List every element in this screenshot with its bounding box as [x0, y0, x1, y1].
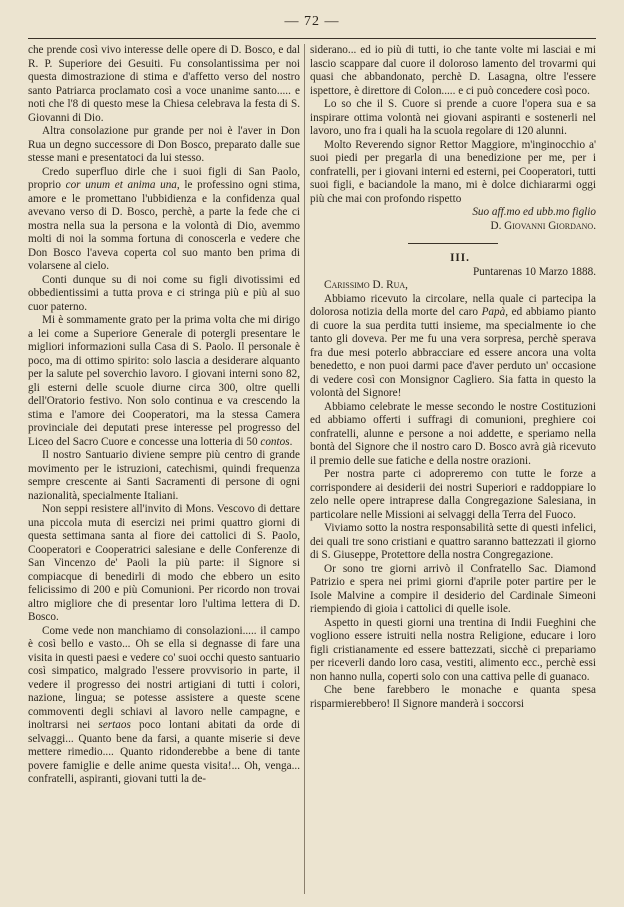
right-paragraph-1: siderano... ed io più di tutti, io che tante volte mi lasciai e mi lascio scappare dal cuore il doloroso lamento del trovarmi qui quasi che abbandonato, perchè D. Lasagna, oltre l'essere ispettore, è direttore di Colon..... e ci può concedere così poco.: [310, 44, 596, 97]
left-paragraph-3a: Credo superfluo dirle che i suoi figli di San Paolo, proprio: [28, 165, 300, 191]
section-number: III.: [450, 252, 470, 264]
left-paragraph-5-italic: contos: [260, 435, 290, 448]
page-number: — 72 —: [284, 14, 340, 29]
header-rule: [28, 38, 596, 39]
left-paragraph-8b: poco lontani abitati da orde di selvaggi... Quanto bene da farsi, a quante miserie si deve mettere rimedio.... Quanto ridonderebbe a bene di tante povere famiglie e delle anime questa visita!... Oh, venga... confratelli, aspiranti, giovani tutti la de-: [28, 719, 300, 785]
letter-salutation: Carissimo D. Rua,: [324, 279, 408, 291]
left-paragraph-5a: Mi è sommamente grato per la prima volta che mi dirigo a lei come a Superiore Generale di potergli presentare le migliori informazioni sulla Casa di S. Paolo. Il personale è poco, ma di ottimo spirito: solo lascia a desiderare alquanto per la salute pel soverchio lavoro. I giovani interni sono 82, gli esterni delle scuole diurne circa 300, oltre quelli dell'Oratorio festivo. Non solo continua e va crescendo la stima e l'amore dei Cooperatori, ma la stessa Camera provinciale dei deputati prese interesse pel progresso del Liceo del Sacro Cuore e concesse una lotteria di 50: [28, 314, 300, 448]
letter-place-date: Puntarenas 10 Marzo 1888.: [472, 265, 596, 278]
left-column: [28, 44, 300, 894]
left-paragraph-8a: Come vede non manchiamo di consolazioni..... il campo è così bello e vasto... Oh se ella si degnasse di fare una visita in questi paesi e vedere co' suoi occhi questo santuario così simpatico, malgrado l'essere provvisorio in parte, il vedere il progresso dei nostri artigiani di tutti i colori, nazione, lingua; se potesse assistere a queste scene commoventi degli schiavi al lavoro nelle campagne, e inoltrarsi nei: [28, 624, 300, 731]
left-paragraph-4: Conti dunque su di noi come su figli divotissimi ed obbedientissimi a tutta prova e ci stringa più e più al suo cuor paterno.: [28, 273, 300, 313]
right-paragraph-4b: , ed abbiamo pianto di cuore la sua perdita tutti insieme, ma specialmente io che tanto gli doveva. Per me fu una vera sorpresa, perchè sperava fra due mesi poterlo abbracciare ed essere ancora una volta benedetto, e non puoi darmi pace d'aver perduto un' occasione di vedere così con Monsignor Cagliero. Sia fatta in questo la volontà del Signore!: [310, 306, 596, 399]
right-paragraph-10: Che bene farebbero le monache e quanta spesa risparmierebbero! Il Signore manderà i soccorsi: [310, 684, 596, 710]
right-paragraph-3: Molto Reverendo signor Rettor Maggiore, m'inginocchio a' suoi piedi per pregarla di una benedizione per me, per i confratelli, per i giovani interni ed esterni, pei Cooperatori, tutti suoi figli, e baciandole la mano, mi è dolce dichiararmi oggi più che mai con profondo rispetto: [310, 138, 596, 205]
right-paragraph-7: Viviamo sotto la nostra responsabilità sette di questi infelici, dei quali tre sono cristiani e quattro saranno battezzati il giorno di S. Giuseppe, Protettore della nostra Congregazione.: [310, 522, 596, 561]
left-paragraph-5b: .: [289, 435, 293, 448]
section-separator: [408, 243, 498, 244]
left-paragraph-3-italic: cor unum et anima una: [65, 179, 177, 191]
right-paragraph-8: Or sono tre giorni arrivò il Confratello Sac. Diamond Patrizio e spera nei primi giorni d'aprile poter partire per le Isole Malvine a compire il desiderio del Cardinale Simeoni riempiendo di gioia i cattolici di quelle isole.: [310, 562, 596, 615]
left-paragraph-3: [28, 166, 300, 274]
right-column: [310, 44, 596, 894]
left-paragraph-5: [28, 314, 300, 449]
left-paragraph-6: Il nostro Santuario diviene sempre più centro di grande movimento per le istruzioni, catechismi, quindi frequenza sempre crescente ai Santi Sacramenti di persone di ogni nazionalità, specialmente Italiani.: [28, 449, 300, 502]
right-paragraph-6: Per nostra parte ci adopreremo con tutte le forze a corrispondere ai desiderii dei nostri Superiori e raddoppiare lo zelo nelle opere intraprese dalla Congregazione Salesiana, in particolare nelle Missioni ai selvaggi della Terra del Fuoco.: [310, 468, 596, 521]
signature-name: D. Giovanni Giordano.: [490, 219, 596, 232]
right-paragraph-9: Aspetto in questi giorni una trentina di Indii Fueghini che vogliono essere istruiti nella nostra Religione, educare i loro figli cristianamente ed essere battezzati, sicchè ci prepariamo per riceverli dando loro casa, vestiti, alimento ecc., perchè essi non hanno nulla, coperti solo con una cattiva pelle di guanaco.: [310, 616, 596, 683]
left-paragraph-3b: , le professino ogni stima, amore e le promettano l'ubbidienza e la confidenza qual avevano verso di D. Bosco, perchè, a parte la fede che ci mostra nella sua la persona e la volontà di Dio, avemmo molti di noi la somma fortuna di conoscerla e vedere che Don Bosco l'aveva coperta col suo manto ben prima di volarsene al cielo.: [28, 179, 300, 272]
left-paragraph-2: Altra consolazione pur grande per noi è l'aver in Don Rua un degno successore di Don Bosco, preparato dalle sue stesse mani e presentatoci da lui stesso.: [28, 125, 300, 164]
left-paragraph-8-italic: sertaos: [98, 719, 131, 731]
right-paragraph-2: Lo so che il S. Cuore si prende a cuore l'opera sua e sa inspirare ottima volontà nei giovani aspiranti e sostenerli nel lavoro, uno fra i quali ha la scuola regolare di 120 alunni.: [310, 98, 596, 137]
right-paragraph-5: Abbiamo celebrate le messe secondo le nostre Costituzioni ed abbiamo offerti i suffragi di comunioni, preghiere coi confratelli, alunne e persone a noi addette, e speriamo nella bontà del Signore che il nostro caro D. Bosco avrà già ricevuto il premio delle sue fatiche e della nostre orazioni.: [310, 400, 596, 467]
left-paragraph-8: [28, 625, 300, 787]
page-header: [28, 12, 596, 36]
left-paragraph-7: Non seppi resistere all'invito di Mons. Vescovo di dettare una piccola muta di esercizi nei primi quattro giorni di questa settimana santa al fiore dei cattolici di S. Paolo, Cooperatori e Cooperatrici salesiane e delle Conferenze di San Vincenzo de' Paoli la più parte: il Signore si compiacque di benedirli di modo che ebbero un esito felicissimo di 200 e più Comunioni. Per ricordo non trovai altro migliore che di presentar loro l'ultima lettera di D. Bosco.: [28, 503, 300, 623]
right-paragraph-4: [310, 293, 596, 401]
right-paragraph-4a: Abbiamo ricevuto la circolare, nella quale ci partecipa la dolorosa notizia della morte del caro: [310, 292, 596, 318]
column-divider: [304, 44, 305, 894]
right-paragraph-4-italic: Papà: [481, 306, 506, 318]
left-paragraph-1: che prende così vivo interesse delle opere di D. Bosco, e dal R. P. Superiore dei Gesuiti. Fu consolantissima per noi questa dimostrazione di stima e d'affetto verso del nostro santo Patriarca proclamato così a voce unanime santo..... e noti che l'8 di questo mese la Chiesa celebrava la festa di S. Giovanni di Dio.: [28, 44, 300, 124]
signature-closing: Suo aff.mo ed ubb.mo figlio: [472, 206, 596, 218]
